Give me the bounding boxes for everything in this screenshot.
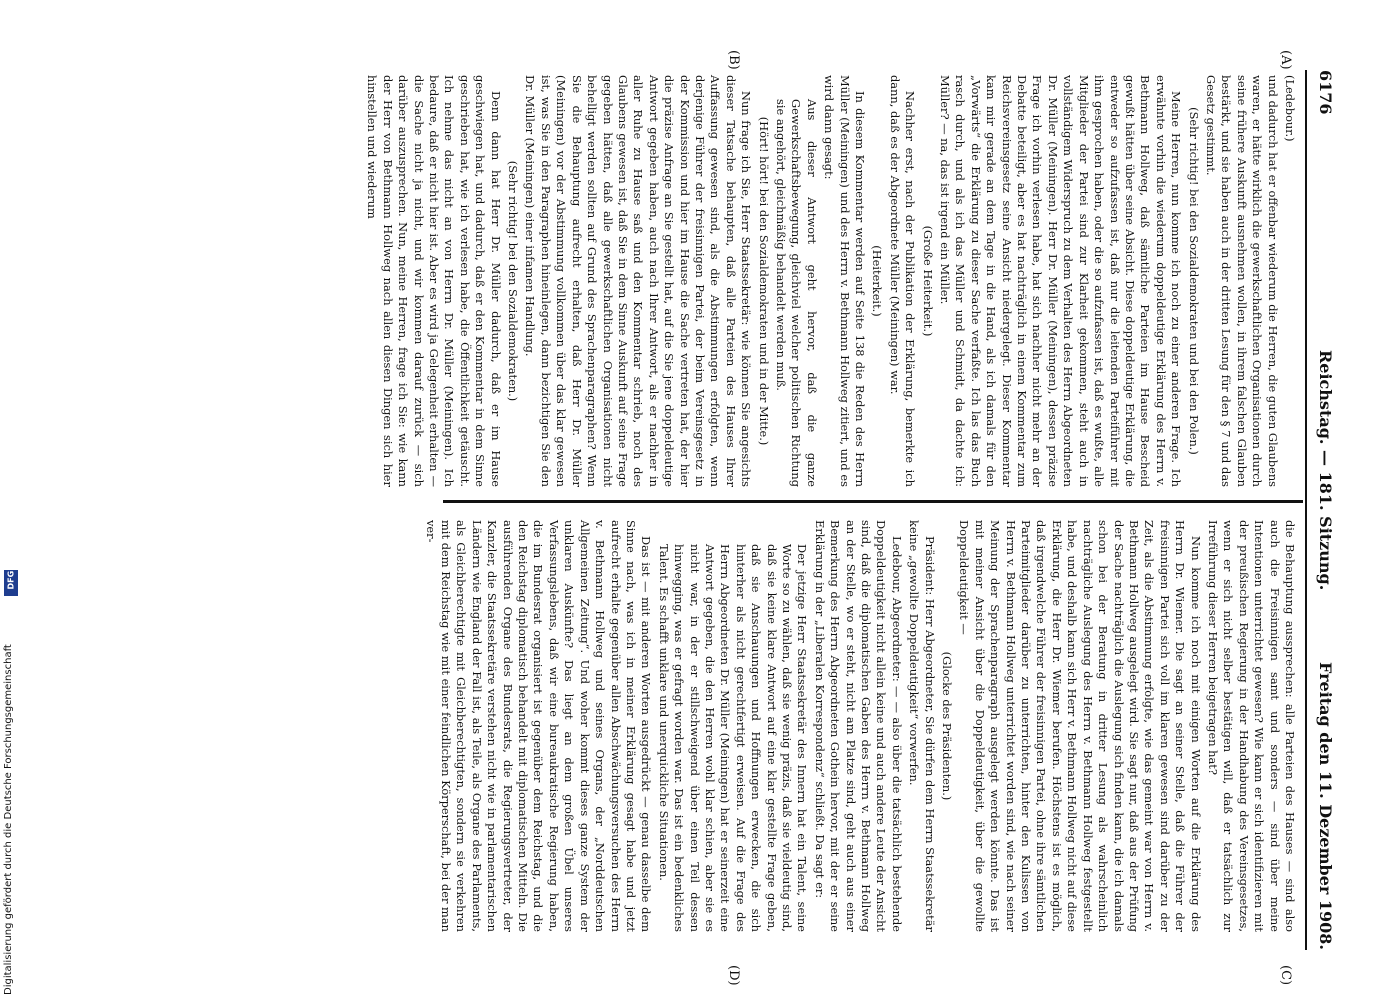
- paragraph: Nun frage ich Sie, Herr Staatssekretär: wie können Sie angesichts dieser Tatsache behaupten, daß alle Parteien des Hauses Ihrer Auffassung gewesen sind, als die Abstimmungen erfolgten, wenn derjenige Führer der freisinnigen Partei, der beim Vereinsgesetz in der Kommission und hier im Hause die Sache vertreten hat, der hier die präzise Anfrage an Sie gestellt hat, auf die Sie jene doppeldeutige Antwort gegeben haben, auch nach Ihrer Antwort, als er nachher in aller Ruhe zu Hause saß und den Kommentar schrieb, noch des Glaubens gewesen ist, daß Sie in dem Sinne Auskunft auf seine Frage gegeben hätten, daß alle gewerkschaftlichen Organisationen nicht behelligt werden sollten auf Grund des Sprachenparagraphen? Wenn Sie die Behauptung aufrecht erhalten, daß Herr Dr. Müller (Meiningen) vor der Abstimmung vollkommen über das klar gewesen ist, was Sie in den Paragraphen hineinlegen, dann bezichtigen Sie den Dr. Müller (Meiningen) einer infamen Handlung.: [523, 75, 754, 487]
- header-date: Freitag den 11. Dezember 1908.: [1316, 662, 1335, 950]
- page-number: 6176: [1316, 70, 1335, 115]
- paragraph: Aus dieser Antwort geht hervor, daß die ganze Gewerkschaftsbewegung, gleichviel welcher politischen Richtung sie angehört, gleichmäßig behandelt werden muß.: [774, 99, 819, 487]
- paragraph: Präsident: Herr Abgeordneter, Sie dürfen dem Herrn Staatssekretär keine „gewollte Doppeldeutigkeit“ vorwerfen.: [907, 520, 937, 932]
- header-title: Reichstag. — 181. Sitzung.: [1316, 350, 1335, 591]
- paragraph: Nun komme ich noch mit einigen Worten auf die Erklärung des Herrn Dr. Wiemer. Die sagt an seiner Stelle, daß die Führer der freisinnigen Partei sich voll im klaren gewesen sind darüber zu der Zeit, als die Abstimmung erfolgte, wie das gemeint war von Herrn v. Bethmann Hollweg ausgelegt wird. Sie sagt nur, daß aus der Prüfung der Sache nachträglich die Auslegung sich finden kann, die ich damals schon bei der Beratung in dritter Lesung als wahrscheinlich nachträgliche Auslegung des Herrn v. Bethmann Hollweg festgestellt habe, und deshalb kann sich Herr v. Bethmann Hollweg nicht auf diese Erklärung, die Herr Dr. Wiemer berufen. Höchstens ist es möglich, daß irgendwelche Führer der freisinnigen Partei, ohne ihre sämtlichen Parteimitglieder darüber zu unterrichten, hinter den Kulissen von Herrn v. Bethmann Hollweg unterrichtet worden sind, wie nach seiner Meinung der Sprachenparagraph ausgelegt werden könnte. Das ist mit meiner Ansicht über die Doppeldeutigkeit, über die gewollte Doppeldeutigkeit —: [957, 520, 1203, 932]
- footer-text: Digitalisierung gefördert durch die Deutsche Forschungsgemeinschaft: [3, 644, 14, 995]
- right-column: [420, 520, 1297, 932]
- paragraph: (Ledebour.): [1283, 75, 1297, 142]
- header-rule: [1305, 70, 1307, 950]
- paragraph: (Heiterkeit.): [870, 245, 885, 317]
- paragraph: und dadurch hat er offenbar wiederum die Herren, die guten Glaubens waren, er hätte wirklich die gewerkschaftlichen Organisationen durch seine frühere Auskunft ausnehmen wollen, in ihrem falschen Glauben bestärkt, und sie haben auch in der dritten Lesung für den § 7 und das Gesetz gestimmt.: [1203, 75, 1280, 487]
- left-column: [362, 75, 1297, 487]
- paragraph: Ledebour, Abgeordneter: — — also über die tatsächlich bestehende Doppeldeutigkeit nicht allein keine und auch andere Leute der Ansicht sind, daß die diplomatischen Gaben des Herrn v. Bethmann Hollweg an der Stelle, wo er steht, nicht am Platze sind, geht auch aus einer Bemerkung des Herrn Abgeordneten Gothein hervor, mit der er seine Erklärung in der „Liberalen Korrespondenz“ schließt. Da sagt er:: [812, 520, 904, 932]
- paragraph: In diesem Kommentar werden auf Seite 138 die Reden des Herrn Müller (Meiningen) und des Herrn v. Bethmann Hollweg zitiert, und es wird dann gesagt:: [822, 75, 868, 487]
- column-divider: [443, 500, 1303, 503]
- page-content: [41, 0, 1341, 1000]
- dfg-logo: DFG: [4, 570, 18, 596]
- margin-letter-a: (A): [1278, 50, 1293, 70]
- paragraph: Nachher erst, nach der Publikation der Erklärung, bemerkte ich dann, daß es der Abgeordnete Müller (Meiningen) war.: [887, 75, 918, 487]
- paragraph: Der jetzige Herr Staatssekretär des Innern hat ein Talent, seine Worte so zu wählen, daß sie wenig präzis, daß sie vieldeutig sind, daß sie keine klare Antwort auf eine klar gestellte Frage geben, daß sie Anschauungen und Hoffnungen erwecken, die sich hinterher als nicht gerechtfertigt erweisen. Auf die Frage des Herrn Abgeordneten Dr. Müller (Meiningen) hat er seinerzeit eine Antwort gegeben, die den Herren wohl klar schien, aber sie es nicht war, in der er stillschweigend über einen Teil dessen hinwegging, was er gefragt worden war. Das ist ein bedenkliches Talent. Es schafft unklare und unerquickliche Situationen.: [656, 544, 810, 932]
- paragraph: (Sehr richtig! bei den Sozialdemokraten.): [506, 160, 521, 402]
- footer: [3, 570, 19, 995]
- margin-letter-d: (D): [726, 965, 741, 986]
- margin-letter-b: (B): [726, 50, 741, 70]
- paragraph: Das ist — mit anderen Worten ausgedrückt — genau dasselbe dem Sinne nach, was ich in meiner Erklärung gesagt habe und jetzt aufrecht erhalte gegenüber allen Abschwächungsversuchen des Herrn v. Bethmann Hollweg und seines Organs, der „Norddeutschen Allgemeinen Zeitung“. Und woher kommt dieses ganze System der unklaren Auskünfte? Das liegt an dem großen Übel unseres Verfassungslebens, daß wir eine bureaukratische Regierung haben, die im Bundesrat organisiert ist gegenüber dem Reichstag, und die den Reichstag diplomatisch behandelt mit diplomatischen Mitteln. Die ausführenden Organe des Bundesrats, die Regierungsvertreter, der Kanzler, die Staatssekretäre verstehen nicht wie in parlamentarischen Ländern wie England der Fall ist, als Teile, als Organe des Parlaments, als Gleichberechtigte mit Gleichberechtigten, sondern sie verkehren mit dem Reichstag wie mit einer feindlichen Körperschaft, bei der man ver-: [423, 520, 654, 932]
- paragraph: Meine Herren, nun komme ich noch zu einer anderen Frage. Ich erwähnte vorhin die wiederum doppeldeutige Erklärung des Herrn v. Bethmann Hollweg, daß sämtliche Parteien im Hause Bescheid gewußt hätten über seine Absicht. Diese doppeldeutige Erklärung, die entweder so aufzufassen ist, daß nur die leitenden Parteiführer mit ihm gesprochen haben, oder die so aufzufassen ist, daß es wußte, alle Mitglieder der Partei sind zur Klarheit gekommen, steht auch in vollständigem Widerspruch zu dem Verhalten des Herrn Abgeordneten Dr. Müller (Meiningen). Herr Dr. Müller (Meiningen), dessen präzise Frage ich vorhin verlesen habe, hat sich nachher nicht mehr an der Debatte beteiligt, aber es hat nachträglich in einem Kommentar zum Reichsvereinsgesetz seine Ansicht niedergelegt. Dieser Kommentar kam mir gerade an dem Tage in die Hand, als ich damals für den „Vorwärts“ die Erklärung zu dieser Sache verfaßte. Ich las das Buch rasch durch, und als ich das Müller und Schmidt, da dachte ich: Müller? — na, das ist irgend ein Müller.: [938, 75, 1184, 487]
- paragraph: (Glocke des Präsidenten.): [940, 651, 955, 801]
- paragraph: die Behauptung aussprechen: alle Parteien des Hauses — sind also auch die Freisinnigen samt und sonders — sind über meine Intentionen unterrichtet gewesen? Wie kann er sich identifizieren mit der preußischen Regierung in der Handhabung des Vereinsgesetzes, wenn er sich nicht selber bestätigen will, daß er tatsächlich zur Irreführung dieser Herren beigetragen hat?: [1205, 520, 1297, 932]
- page-header: [1301, 70, 1341, 950]
- paragraph: (Große Heiterkeit.): [920, 225, 935, 337]
- margin-letter-c: (C): [1278, 965, 1293, 986]
- paragraph: Denn dann hat Herr Dr. Müller dadurch, daß er im Hause geschwiegen hat, und dadurch, daß er den Kommentar in dem Sinne geschrieben hat, wie ich verlesen habe, die Öffentlichkeit getäuscht. Ich nehme das nicht an von Herrn Dr. Müller (Meiningen). Ich bedaure, daß er nicht hier ist. Aber es wird ja Gelegenheit erhalten — die Sache nicht ja nicht, und wir kommen darauf zurück — sich darüber auszusprechen. Nun, meine Herren, frage ich Sie: wie kann der Herr von Bethmann Hollweg nach allen diesen Dingen sich hier hinstellen und wiederum: [365, 75, 503, 487]
- paragraph: (Hört! hört! bei den Sozialdemokraten und in der Mitte.): [756, 116, 771, 446]
- paragraph: (Sehr richtig! bei den Sozialdemokraten und bei den Polen.): [1186, 107, 1201, 455]
